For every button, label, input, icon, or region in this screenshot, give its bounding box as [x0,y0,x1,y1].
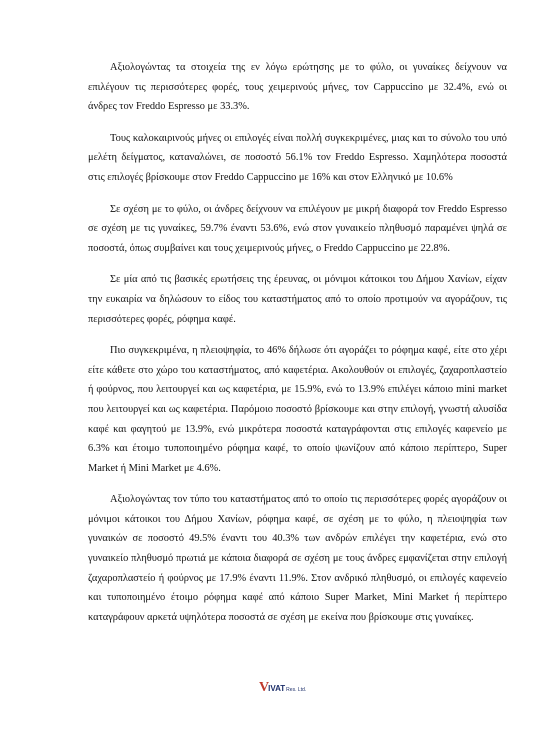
document-body [88,58,507,639]
paragraph: Αξιολογώντας τον τύπο του καταστήματος από το οποίο τις περισσότερες φορές αγοράζουν οι μόνιμοι κάτοικοι του Δήμου Χανίων, ρόφημα καφέ, σε σχέση με το φύλο, η πλειοψηφία των γυναικών σε ποσοστό 49.5% έναντι του 40.3% των ανδρών επιλέγει την καφετέρια, ενώ στο γυναικείο πληθυσμό πρωτιά με κάποια διαφορά σε σχέση με τους άνδρες εμφανίζεται στην επιλογή ζαχαροπλαστείο ή φούρνος με 17.9% έναντι 11.9%. Στον ανδρικό πληθυσμό, οι επιλογές καφενείο και τυποποιημένο έτοιμο ρόφημα καφέ από κάποιο Super Market, Mini Market ή περίπτερο καταγράφουν αρκετά υψηλότερα ποσοστά σε σχέση με εκείνα που βρίσκουμε στις γυναίκες. [88,494,507,623]
logo-ivat: IVAT [268,684,286,693]
logo-v: V [259,680,269,695]
paragraph: Αξιολογώντας τα στοιχεία της εν λόγω ερώτησης με το φύλο, οι γυναίκες δείχνουν να επιλέγουν τις περισσότερες φορές, τους χειμερινούς μήνες, τον Cappuccino με 32.4%, ενώ οι άνδρες τον Freddo Espresso με 33.3%. [88,62,507,113]
paragraph: Σε μία από τις βασικές ερωτήσεις της έρευνας, οι μόνιμοι κάτοικοι του Δήμου Χανίων, είχαν την ευκαιρία να δηλώσουν το είδος του καταστήματος από το οποίο προτιμούν να αγοράζουν, τις περισσότερες φορές, ρόφημα καφέ. [88,274,507,325]
logo-subtitle: Res. Ltd. [286,687,307,693]
paragraph: Σε σχέση με το φύλο, οι άνδρες δείχνουν να επιλέγουν με μικρή διαφορά τον Freddo Espresso σε σχέση με τις γυναίκες, 59.7% έναντι 53.6%, ενώ στον γυναικείο πληθυσμό παραμένει ψηλά σε ποσοστά, όπως συμβαίνει και τους χειμερινούς μήνες, ο Freddo Cappuccino με 22.8%. [88,203,507,254]
paragraph: Πιο συγκεκριμένα, η πλειοψηφία, το 46% δήλωσε ότι αγοράζει το ρόφημα καφέ, είτε στο χέρι είτε κάθετε στο χώρο του καταστήματος, από καφετέρια. Ακολουθούν οι επιλογές, ζαχαροπλαστείο ή φούρνος, που λειτουργεί και ως καφετέρια, με 15.9%, ενώ το 13.9% επιλέγει κάποιο mini market που λειτουργεί και ως καφετέρια. Παρόμοιο ποσοστό βρίσκουμε και στην επιλογή, γνωστή αλυσίδα καφέ και φαγητού με 13.9%, ενώ μικρότερα ποσοστά καταγράφονται στις επιλογές καφενείο με 6.3% και έτοιμο τυποποιημένο ρόφημα καφέ, το οποίο ψωνίζουν από κάποιο περίπτερο, Super Market ή Mini Market με 4.6%. [88,345,507,474]
paragraph: Τους καλοκαιρινούς μήνες οι επιλογές είναι πολλή συγκεκριμένες, μιας και το σύνολο του υπό μελέτη δείγματος, καταναλώνει, σε ποσοστό 56.1% τον Freddo Espresso. Χαμηλότερα ποσοστά στις επιλογές βρίσκουμε στον Freddo Cappuccino με 16% και στον Ελληνικό με 10.6% [88,132,507,183]
vivat-logo [259,680,306,696]
